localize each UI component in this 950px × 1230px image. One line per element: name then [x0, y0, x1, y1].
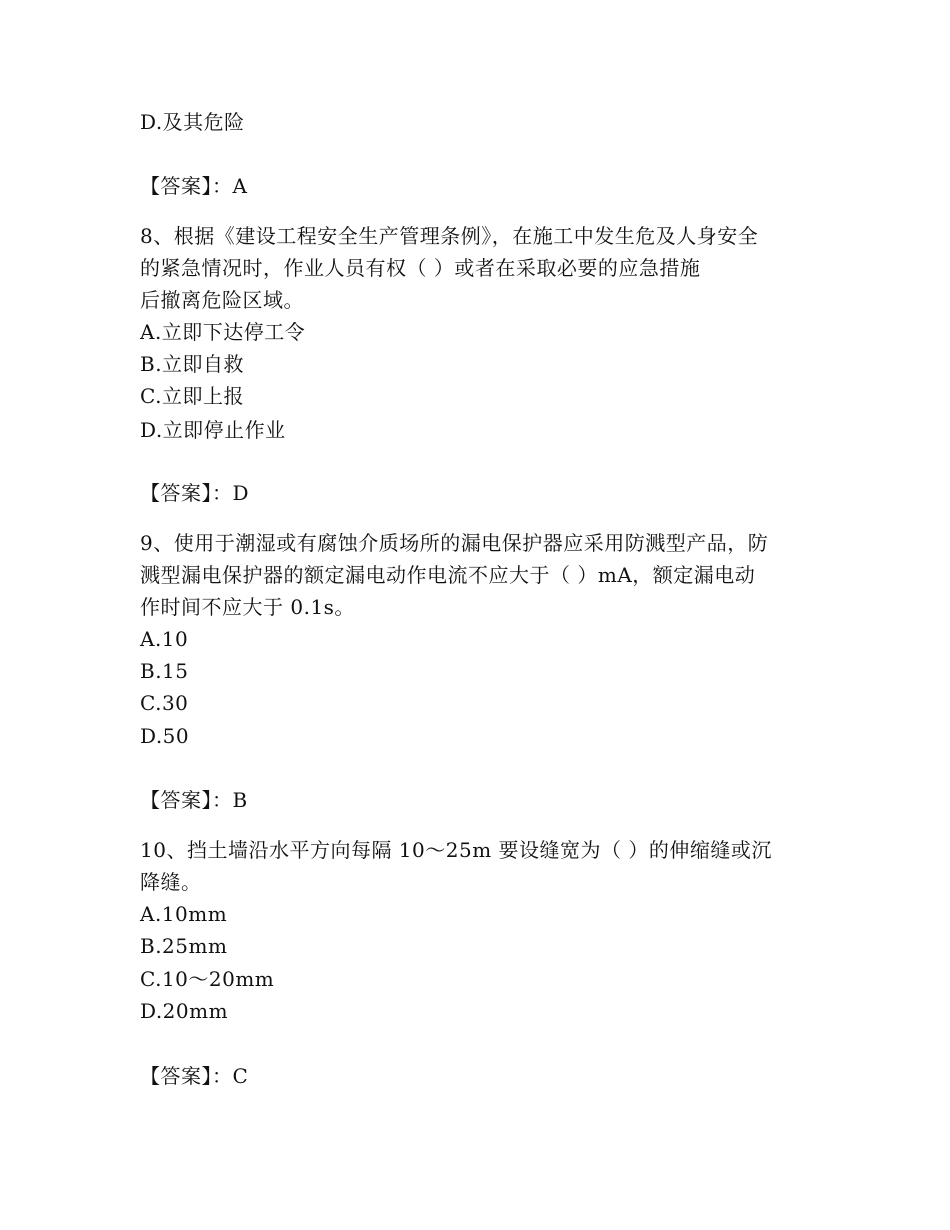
- q9-option-d: D.50: [140, 724, 190, 748]
- q9-answer: 【答案】：B: [140, 788, 248, 812]
- q9-option-c: C.30: [140, 691, 189, 715]
- q8-answer: 【答案】：D: [140, 481, 250, 505]
- q8-question-line1: 8、根据《建设工程安全生产管理条例》，在施工中发生危及人身安全: [140, 224, 759, 248]
- q8-option-d: D.立即停止作业: [140, 418, 286, 442]
- q9-option-b: B.15: [140, 659, 189, 683]
- q9-question-line1: 9、使用于潮湿或有腐蚀介质场所的漏电保护器应采用防溅型产品，防: [140, 531, 769, 555]
- q10-question-line2: 降缝。: [140, 870, 202, 894]
- q10-option-b: B.25mm: [140, 934, 228, 958]
- q10-option-d: D.20mm: [140, 999, 229, 1023]
- q7-option-d: D.及其危险: [140, 110, 245, 134]
- q7-answer: 【答案】：A: [140, 174, 248, 198]
- q10-option-c: C.10～20mm: [140, 967, 275, 991]
- q10-answer: 【答案】：C: [140, 1064, 249, 1088]
- q9-question-line2: 溅型漏电保护器的额定漏电动作电流不应大于（ ）mA，额定漏电动: [140, 563, 756, 587]
- q10-option-a: A.10mm: [140, 902, 228, 926]
- q8-option-b: B.立即自救: [140, 352, 245, 376]
- q9-question-line3: 作时间不应大于 0.1s。: [140, 595, 355, 619]
- q10-question-line1: 10、挡土墙沿水平方向每隔 10～25m 要设缝宽为（ ）的伸缩缝或沉: [140, 838, 772, 862]
- q9-option-a: A.10: [140, 627, 189, 651]
- q8-question-line3: 后撤离危险区域。: [140, 288, 304, 312]
- q8-question-line2: 的紧急情况时，作业人员有权（ ）或者在采取必要的应急措施: [140, 256, 701, 280]
- q8-option-c: C.立即上报: [140, 384, 244, 408]
- q8-option-a: A.立即下达停工令: [140, 320, 306, 344]
